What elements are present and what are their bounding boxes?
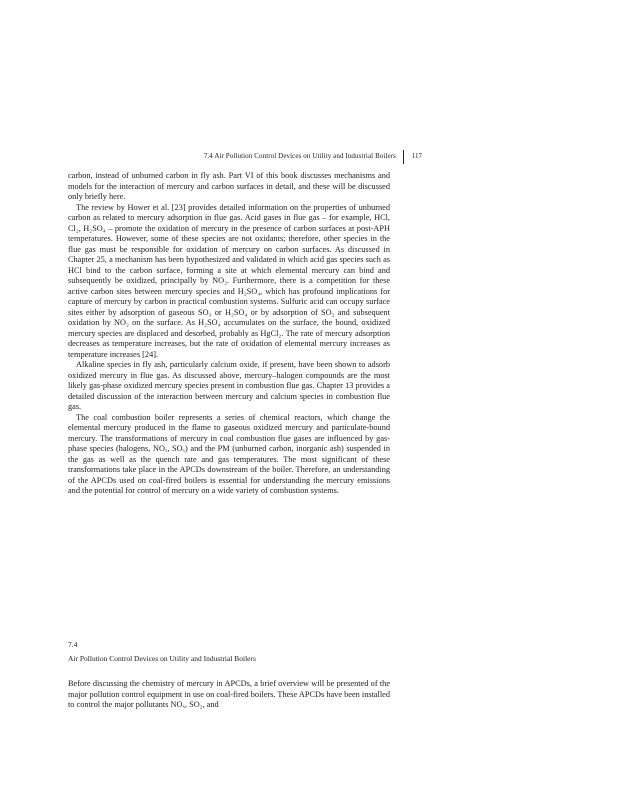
page-number: 117 bbox=[411, 152, 422, 160]
running-header bbox=[68, 150, 422, 164]
paragraph: The review by Hower et al. [23] provides detailed information on the properties of unburned carbon as related to mercury adsorption in flue gas. Acid gases in flue gas – for example, HCl, Cl₂, H₂SO₄ – promote the oxidation of mercury in the presence of carbon surfaces at post-APH temperatures. However, some of these species are not oxidants; therefore, other species in the flue gas must be responsible for oxidation of mercury on carbon surfaces. As discussed in Chapter 25, a mechanism has been hypothesized and validated in which acid gas species such as HCl bind to the carbon surface, forming a site at which elemental mercury can bind and subsequently be oxidized, principally by NO₂. Furthermore, there is a competition for these active carbon sites between mercury species and H₂SO₄, which has profound implications for capture of mercury by carbon in practical combustion systems. Sulfuric acid can occupy surface sites either by adsorption of gaseous SO₃ or H₂SO₄ or by adsorption of SO₂ and subsequent oxidation by NO₂ on the surface. As H₂SO₄ accumulates on the surface, the bound, oxidized mercury species are displaced and desorbed, probably as HgCl₂. The rate of mercury adsorption decreases as temperature increases, but the rate of oxidation of elemental mercury increases as temperature increases [24]. bbox=[68, 202, 390, 359]
paragraph: The coal combustion boiler represents a series of chemical reactors, which change the elemental mercury produced in the flame to gaseous oxidized mercury and particulate-bound mercury. The transformations of mercury in coal combustion flue gases are influenced by gas-phase species (halogens, NOₓ, SOₓ) and the PM (unburned carbon, inorganic ash) suspended in the gas as well as the quench rate and gas temperatures. The most significant of these transformations take place in the APCDs downstream of the boiler. Therefore, an understanding of the APCDs used on coal-fired boilers is essential for understanding the mercury emissions and the potential for control of mercury on a wide variety of combustion systems. bbox=[68, 412, 390, 495]
body-text bbox=[68, 171, 390, 497]
paragraph: Before discussing the chemistry of mercury in APCDs, a brief overview will be presented of the major pollution control equipment in use on coal-fired boilers. These APCDs have been installed to control the major pollutants NOₓ, SO₂, and bbox=[68, 679, 390, 709]
section-body-text bbox=[68, 679, 390, 711]
paragraph: carbon, instead of unburned carbon in fly ash. Part VI of this book discusses mechanisms and models for the interaction of mercury and carbon surfaces in detail, and these will be discussed only briefly here. bbox=[68, 171, 390, 201]
section-title: Air Pollution Control Devices on Utility and Industrial Boilers bbox=[68, 654, 256, 663]
paragraph: Alkaline species in fly ash, particularly calcium oxide, if present, have been shown to adsorb oxidized mercury in flue gas. As discussed above, mercury–halogen compounds are the most likely gas-phase oxidized mercury species present in combustion flue gas. Chapter 13 provides a detailed discussion of the interaction between mercury and calcium species in combustion flue gas. bbox=[68, 360, 390, 411]
running-title: 7.4 Air Pollution Control Devices on Utility and Industrial Boilers bbox=[203, 152, 396, 160]
section-number: 7.4 bbox=[68, 640, 78, 649]
header-divider bbox=[403, 150, 404, 164]
